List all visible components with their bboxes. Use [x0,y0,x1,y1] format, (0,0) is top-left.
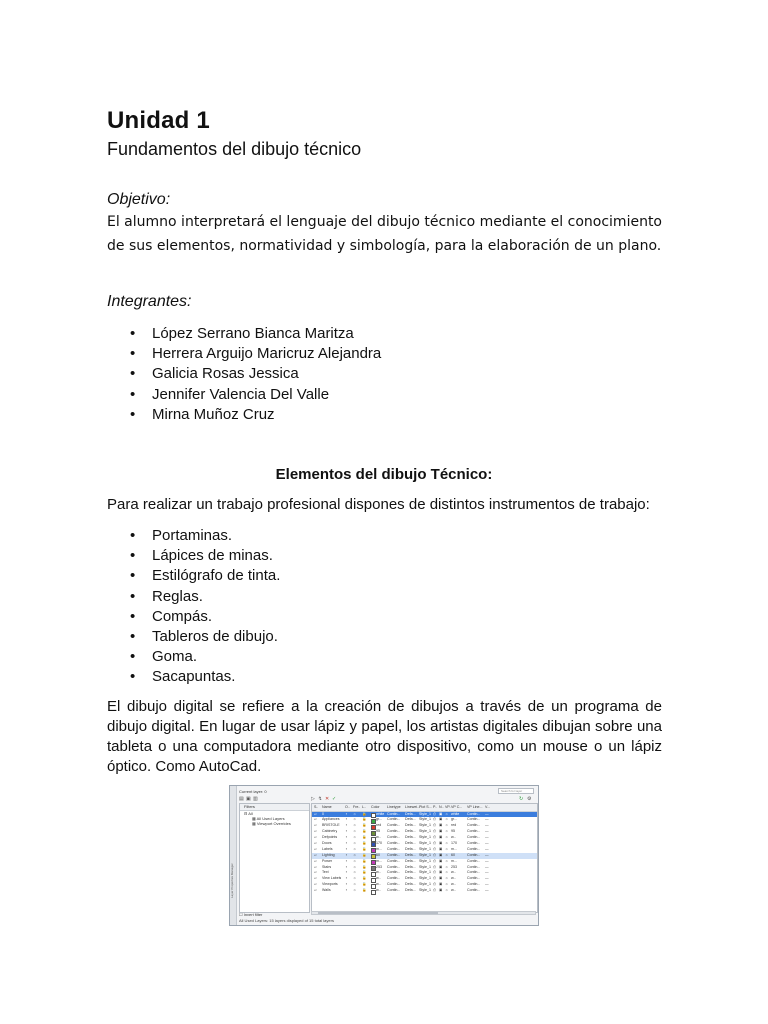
members-list [130,324,381,425]
layer-name: 0 [322,811,324,816]
table-cell: ☼ [353,846,357,851]
objective-text: El alumno interpretará el lenguaje del dibujo técnico mediante el conocimiento de sus elementos, normatividad y simbología, para la elaboración de un plano. [107,214,662,254]
table-cell: 🔓 [362,846,367,851]
color-name: m... [376,846,382,851]
column-header: Name [322,805,332,809]
table-cell: white [451,811,460,816]
column-header: Linetype [387,805,401,809]
layer-name: Defpoints [322,835,338,840]
list-item: • Jennifer Valencia Del Valle [130,385,381,405]
table-cell: ☼ [445,817,449,822]
color-name: 95 [376,829,380,834]
table-cell: w... [451,835,457,840]
table-cell: — [485,858,489,863]
table-cell: — [485,882,489,887]
table-row [312,888,537,894]
table-cell: — [485,870,489,875]
table-cell: Style_1 [419,840,431,845]
members-label: Integrantes: [107,293,192,310]
table-cell: ⎙ [433,864,436,869]
table-cell: ▱ [314,858,317,863]
table-cell: Contin... [467,823,481,828]
table-cell: Style_1 [419,882,431,887]
table-cell: ▱ [314,864,317,869]
list-item: • Reglas. [130,587,280,607]
tools-list [130,526,280,688]
column-header: VP C... [451,805,463,809]
table-cell: ☼ [353,823,357,828]
table-cell: ♀ [345,823,348,828]
table-cell: ▣ [439,870,443,875]
layer-name: View Labels [322,876,342,881]
table-cell: — [485,864,489,869]
table-cell: Contin... [387,817,401,822]
table-cell: 🔓 [362,817,367,822]
table-cell: ♀ [345,864,348,869]
table-cell: ♀ [345,870,348,875]
table-cell: Style_1 [419,888,431,893]
table-cell: ▱ [314,840,317,845]
table-cell: 🔓 [362,840,367,845]
table-cell: Style_1 [419,852,431,857]
palette-title: Layer Properties Manager [230,863,234,899]
layer-name: Doors [322,840,332,845]
layer-name: Walls [322,888,331,893]
table-cell: Contin... [387,811,401,816]
table-cell: Style_1 [419,876,431,881]
list-item: • Lápices de minas. [130,546,280,566]
tree-item-used: ▦ All Used Layers [252,816,285,821]
table-cell: ⎙ [433,852,436,857]
table-cell: ▣ [439,823,443,828]
table-cell: ☼ [353,870,357,875]
table-cell: Contin... [467,858,481,863]
table-cell: ⎙ [433,870,436,875]
table-cell: Contin... [387,858,401,863]
set-current-icon: ✓ [332,796,337,802]
table-cell: Contin... [467,876,481,881]
table-cell: Style_1 [419,835,431,840]
column-header: Linewei... [405,805,421,809]
table-cell: ☼ [353,882,357,887]
color-name: 60 [376,852,380,857]
table-cell: Contin... [467,840,481,845]
column-header: L.. [362,805,366,809]
table-cell: ▣ [439,840,443,845]
table-cell: ☼ [445,823,449,828]
layer-table [311,803,538,913]
color-name: w... [376,876,382,881]
table-cell: — [485,835,489,840]
table-cell: Style_1 [419,829,431,834]
color-name: 253 [376,864,382,869]
tree-item-label: All Used Layers [256,816,285,821]
table-cell: 🔓 [362,882,367,887]
layer-name: Lighting [322,852,335,857]
table-cell: ☼ [445,864,449,869]
table-cell: gr... [451,817,457,822]
new-filter-icon: ▤ [239,796,244,802]
table-cell: ♀ [345,876,348,881]
list-item: • Sacapuntas. [130,667,280,687]
table-cell: Style_1 [419,823,431,828]
table-cell: ▣ [439,852,443,857]
table-cell: ☼ [353,835,357,840]
table-cell: ▣ [439,876,443,881]
table-cell: ☼ [353,858,357,863]
table-cell: 🔓 [362,823,367,828]
table-cell: ☼ [445,870,449,875]
color-name: w... [376,882,382,887]
table-cell: ⎙ [433,811,436,816]
table-cell: ▱ [314,823,317,828]
table-cell: Defa... [405,817,416,822]
invert-filter-label: Invert filter [243,912,263,917]
table-cell: Contin... [387,852,401,857]
current-layer-label: Current layer: 0 [239,789,267,794]
table-cell: ☼ [445,858,449,863]
table-cell: Contin... [387,864,401,869]
color-name: m... [376,858,382,863]
table-cell: Defa... [405,888,416,893]
column-header: VP.. [445,805,452,809]
table-cell: red [451,823,457,828]
layer-name: Labels [322,846,333,851]
palette-sidebar [230,786,237,925]
table-cell: Defa... [405,811,416,816]
table-cell: ▱ [314,876,317,881]
table-cell: ☼ [353,888,357,893]
tree-item-viewport: ▦ Viewport Overrides [252,821,291,826]
table-cell: ☼ [445,882,449,887]
table-cell: ♀ [345,811,348,816]
table-cell: Contin... [387,835,401,840]
autocad-layer-manager-screenshot [229,785,539,926]
new-vp-frozen-icon: ↯ [318,796,323,802]
table-cell: Contin... [467,882,481,887]
table-cell: Style_1 [419,870,431,875]
table-cell: 🔓 [362,835,367,840]
table-cell: 170 [451,840,457,845]
table-cell: ▣ [439,835,443,840]
table-cell: ▣ [439,811,443,816]
table-cell: ▱ [314,817,317,822]
table-cell: 60 [451,852,455,857]
color-name: white [376,811,385,816]
settings-icon: ⚙ [527,796,532,802]
table-cell: ☼ [445,840,449,845]
table-cell: ⎙ [433,817,436,822]
table-cell: ☼ [445,846,449,851]
column-header: VP Line... [467,805,483,809]
table-cell: w... [451,882,457,887]
table-cell: ⎙ [433,882,436,887]
table-cell: — [485,817,489,822]
table-cell: Defa... [405,846,416,851]
color-name: w... [376,835,382,840]
digital-drawing-paragraph: El dibujo digital se refiere a la creación de dibujos a través de un programa de dibujo digital. En lugar de usar lápiz y papel, los artistas digitales dibujan sobre una tableta o una computadora mediante otro dispositivo, como un mouse o un lápiz óptico. Como AutoCad. [107,698,662,775]
table-cell: ▣ [439,858,443,863]
table-cell: Contin... [467,864,481,869]
table-cell: Contin... [467,870,481,875]
table-cell: 🔓 [362,876,367,881]
table-cell: ☼ [445,888,449,893]
list-item: • Mirna Muñoz Cruz [130,405,381,425]
invert-filter-checkbox: ☐ Invert filter [239,912,263,917]
table-cell: ▱ [314,829,317,834]
table-cell: — [485,876,489,881]
table-cell: 🔓 [362,811,367,816]
table-cell: ▱ [314,846,317,851]
table-cell: ▱ [314,882,317,887]
color-name: w... [376,888,382,893]
table-cell: ▱ [314,888,317,893]
table-cell: ▣ [439,882,443,887]
table-cell: ▣ [439,864,443,869]
table-cell: ⎙ [433,829,436,834]
delete-layer-icon: ✕ [325,796,330,802]
table-cell: ▱ [314,852,317,857]
table-cell: ♀ [345,835,348,840]
refresh-icon: ↻ [519,796,524,802]
table-cell: Contin... [387,882,401,887]
table-cell: — [485,846,489,851]
table-cell: ☼ [445,835,449,840]
table-cell: Contin... [387,823,401,828]
table-cell: Contin... [467,888,481,893]
table-cell: w... [451,876,457,881]
group-filter-icon: ▣ [246,796,251,802]
intro-paragraph: Para realizar un trabajo profesional dispones de distintos instrumentos de trabajo: [107,496,650,513]
table-cell: ☼ [353,811,357,816]
layer-search-input: Search for layer [498,788,534,794]
table-cell: — [485,811,489,816]
table-cell: Defa... [405,864,416,869]
table-cell: Style_1 [419,846,431,851]
table-cell: Contin... [387,888,401,893]
table-cell: Defa... [405,840,416,845]
table-cell: 🔓 [362,870,367,875]
table-cell: Defa... [405,876,416,881]
layer-status-text: All Used Layers: 15 layers displayed of 15 total layers [239,918,334,923]
tree-item-label: All [248,811,253,816]
color-name: 170 [376,840,382,845]
table-cell: w... [451,870,457,875]
column-header: S.. [314,805,319,809]
table-cell: Style_1 [419,864,431,869]
table-cell: 253 [451,864,457,869]
table-cell: Defa... [405,852,416,857]
table-cell: — [485,829,489,834]
table-cell: ▱ [314,835,317,840]
table-cell: Style_1 [419,817,431,822]
list-item: • Herrera Arguijo Maricruz Alejandra [130,344,381,364]
list-item: • Portaminas. [130,526,280,546]
layer-name: Appliances [322,817,340,822]
table-cell: ♀ [345,888,348,893]
table-cell: ☼ [353,852,357,857]
table-cell: ☼ [353,864,357,869]
table-cell: Contin... [387,829,401,834]
table-cell: Contin... [387,876,401,881]
table-cell: ⎙ [433,888,436,893]
filter-tree-header [240,804,309,811]
table-cell: 🔓 [362,829,367,834]
table-cell: ▱ [314,811,317,816]
filter-tree-panel [239,803,310,913]
table-cell: 🔓 [362,864,367,869]
table-cell: ☼ [445,876,449,881]
table-cell: ⎙ [433,823,436,828]
table-cell: Contin... [467,846,481,851]
table-cell: ☼ [445,852,449,857]
table-cell: m... [451,846,457,851]
table-cell: ⎙ [433,876,436,881]
table-cell: — [485,840,489,845]
column-header: Plot S... [419,805,432,809]
state-manager-icon: ▥ [253,796,258,802]
table-cell: ⎙ [433,858,436,863]
table-cell: Contin... [387,840,401,845]
table-cell: Style_1 [419,811,431,816]
table-cell: Defa... [405,823,416,828]
section-heading: Elementos del dibujo Técnico: [275,466,493,483]
table-cell: ▣ [439,829,443,834]
table-cell: Style_1 [419,858,431,863]
column-header: Color [371,805,380,809]
table-cell: ▣ [439,888,443,893]
table-cell: ⎙ [433,840,436,845]
filter-header-label: Filters [244,804,255,809]
table-cell: Defa... [405,882,416,887]
table-cell: ⎙ [433,846,436,851]
color-name: red [376,823,382,828]
layer-name: Stairs [322,864,332,869]
column-header: P.. [433,805,437,809]
column-header: O.. [345,805,350,809]
layer-name: Viewports [322,882,338,887]
tree-item-all: ⊟ All [244,811,253,816]
list-item: • Compás. [130,607,280,627]
table-cell: ⎙ [433,835,436,840]
table-cell: ♀ [345,840,348,845]
table-cell: Contin... [467,829,481,834]
table-cell: ☼ [353,817,357,822]
column-header: N.. [439,805,444,809]
table-cell: 🔓 [362,858,367,863]
table-cell: Contin... [467,835,481,840]
table-cell: 🔓 [362,888,367,893]
layer-name: BRISTOLE [322,823,340,828]
table-cell: Contin... [467,817,481,822]
list-item: • Goma. [130,647,280,667]
table-cell: — [485,852,489,857]
table-cell: Contin... [467,811,481,816]
page-subtitle: Fundamentos del dibujo técnico [107,139,362,159]
table-cell: ▱ [314,870,317,875]
table-cell: ♀ [345,817,348,822]
table-cell: ♀ [345,852,348,857]
table-cell: Contin... [387,846,401,851]
table-cell: Contin... [467,852,481,857]
list-item: • Galicia Rosas Jessica [130,364,381,384]
page-title: Unidad 1 [107,107,210,134]
objective-label: Objetivo: [107,191,171,208]
table-cell: ♀ [345,846,348,851]
color-name: gr... [376,817,382,822]
table-cell: ♀ [345,858,348,863]
table-cell: — [485,823,489,828]
table-cell: ☼ [353,829,357,834]
table-cell: ▣ [439,817,443,822]
table-cell: Defa... [405,870,416,875]
table-cell: ☼ [353,840,357,845]
table-cell: Defa... [405,835,416,840]
table-cell: ☼ [353,876,357,881]
table-cell: 95 [451,829,455,834]
table-cell: ☼ [445,829,449,834]
layer-table-header [312,804,537,812]
color-name: w... [376,870,382,875]
list-item: • López Serrano Bianca Maritza [130,324,381,344]
layer-name: Cabinetry [322,829,338,834]
table-cell: ▣ [439,846,443,851]
table-cell: Defa... [405,829,416,834]
table-cell: — [485,888,489,893]
table-cell: ☼ [445,811,449,816]
column-header: V... [485,805,491,809]
column-header: Fre.. [353,805,361,809]
list-item: • Tableros de dibujo. [130,627,280,647]
table-cell: ♀ [345,882,348,887]
table-cell: ♀ [345,829,348,834]
horizontal-scrollbar [311,911,536,915]
list-item: • Estilógrafo de tinta. [130,566,280,586]
layer-name: Power [322,858,333,863]
table-cell: Defa... [405,858,416,863]
tree-item-label: Viewport Overrides [256,821,291,826]
table-cell: w... [451,888,457,893]
new-layer-icon: ▷ [311,796,315,802]
scrollbar-thumb [318,912,438,914]
table-cell: Contin... [387,870,401,875]
table-cell: 🔓 [362,852,367,857]
table-cell: m... [451,858,457,863]
layer-name: Text [322,870,329,875]
